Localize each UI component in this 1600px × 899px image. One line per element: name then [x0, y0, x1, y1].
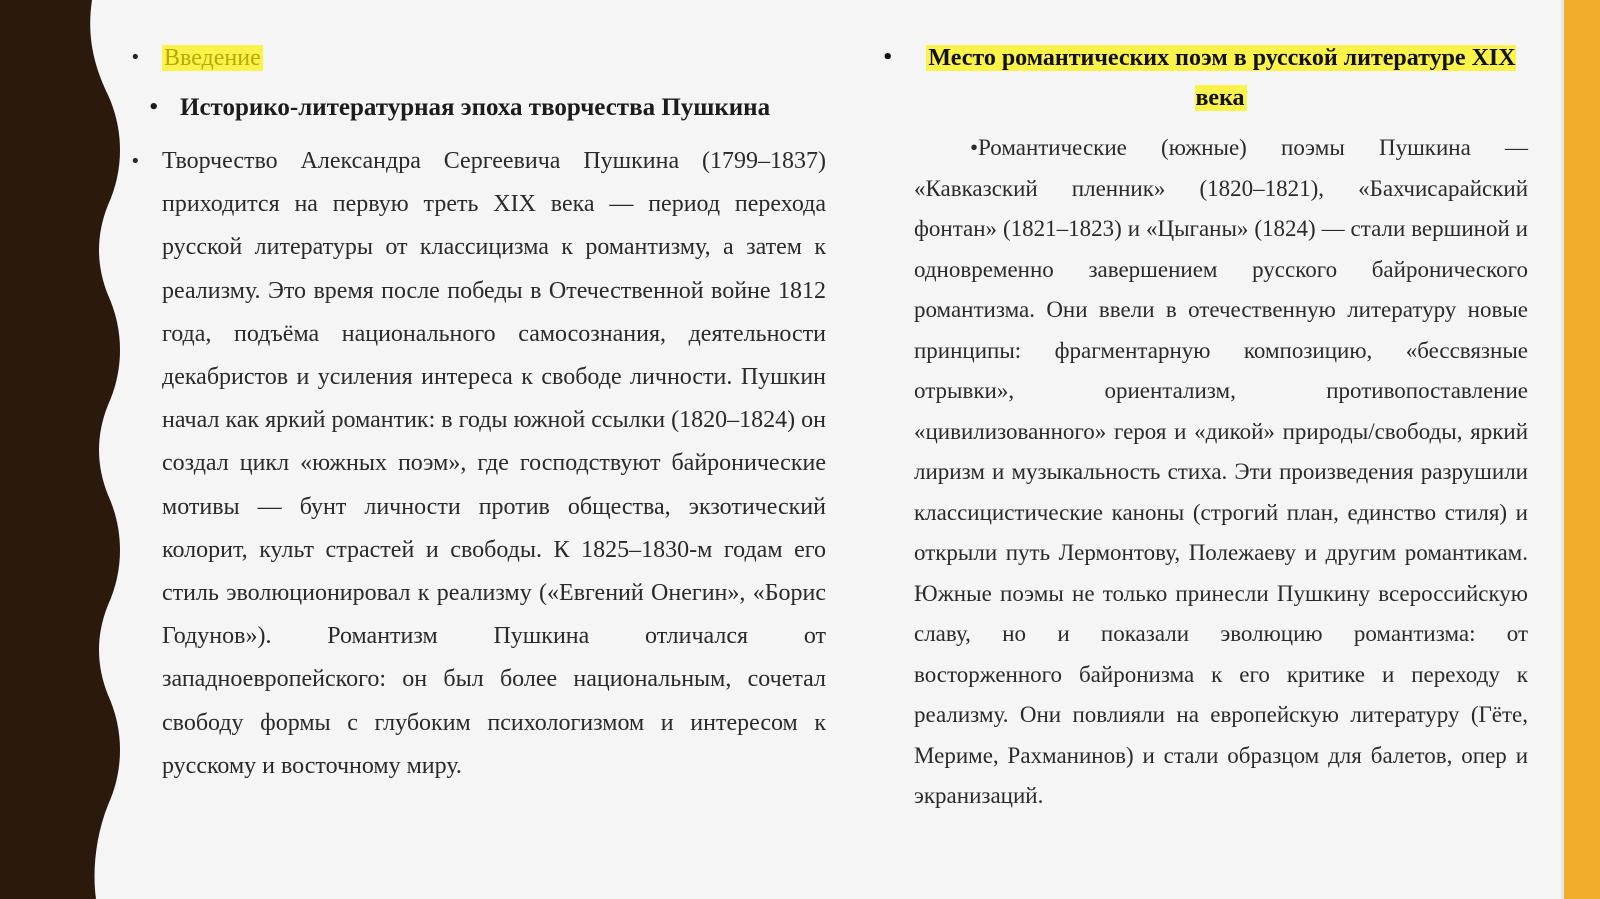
left-body-item	[130, 140, 826, 788]
bullet-icon: •	[148, 97, 160, 118]
era-heading-item	[148, 90, 826, 126]
era-heading: Историко-литературная эпоха творчества Пушкина	[180, 94, 771, 121]
left-body-text: Творчество Александра Сергеевича Пушкина (1799–1837) приходится на первую треть XIX века — период перехода русской литературы от классицизма к романтизму, а затем к реализму. Это время после победы в Отечественной войне 1812 года, подъёма национального самосознания, деятельности декабристов и усиления интереса к свободе личности. Пушкин начал как яркий романтик: в годы южной ссылки (1820–1824) он создал цикл «южных поэм», где господствуют байронические мотивы — бунт личности против общества, экзотический колорит, культ страстей и свободы. К 1825–1830-м годам его стиль эволюционировал к реализму («Евгений Онегин», «Борис Годунов»). Романтизм Пушкина отличался от западноевропейского: он был более национальным, сочетал свободу формы с глубоким психологизмом и интересом к русскому и восточному миру.	[162, 148, 826, 779]
right-column	[882, 38, 1528, 840]
decorative-wave-band	[0, 0, 130, 899]
right-heading-item	[882, 38, 1528, 118]
right-paragraph	[882, 128, 1528, 817]
paragraph-marker: •	[970, 135, 979, 160]
bullet-icon: •	[882, 47, 894, 68]
bullet-icon: •	[130, 47, 141, 68]
left-column	[130, 38, 826, 788]
right-paragraph-text: Романтические (южные) поэмы Пушкина — «Кавказский пленник» (1820–1821), «Бахчисарайский фонтан» (1821–1823) и «Цыганы» (1824) — стали вершиной и одновременно завершением русского байронического романтизма. Они ввели в отечественную литературу новые принципы: фрагментарную композицию, «бессвязные отрывки», ориентализм, противопоставление «цивилизованного» героя и «дикой» природы/свободы, яркий лиризм и музыкальность стиха. Эти произведения разрушили классицистические каноны (строгий план, единство стиля) и открыли путь Лермонтову, Полежаеву и другим романтикам. Южные поэмы не только принесли Пушкину всероссийскую славу, но и показали эволюцию романтизма: от восторженного байронизма к его критике и переходу к реализму. Они повлияли на европейскую литературу (Гёте, Мериме, Рахманинов) и стали образцом для балетов, опер и экранизаций.	[914, 135, 1528, 808]
intro-item	[130, 38, 826, 78]
intro-label: Введение	[164, 45, 261, 71]
bullet-icon: •	[130, 151, 141, 172]
decorative-right-strip	[1564, 0, 1600, 899]
right-heading: Место романтических поэм в русской литературе XIX века	[928, 45, 1516, 111]
